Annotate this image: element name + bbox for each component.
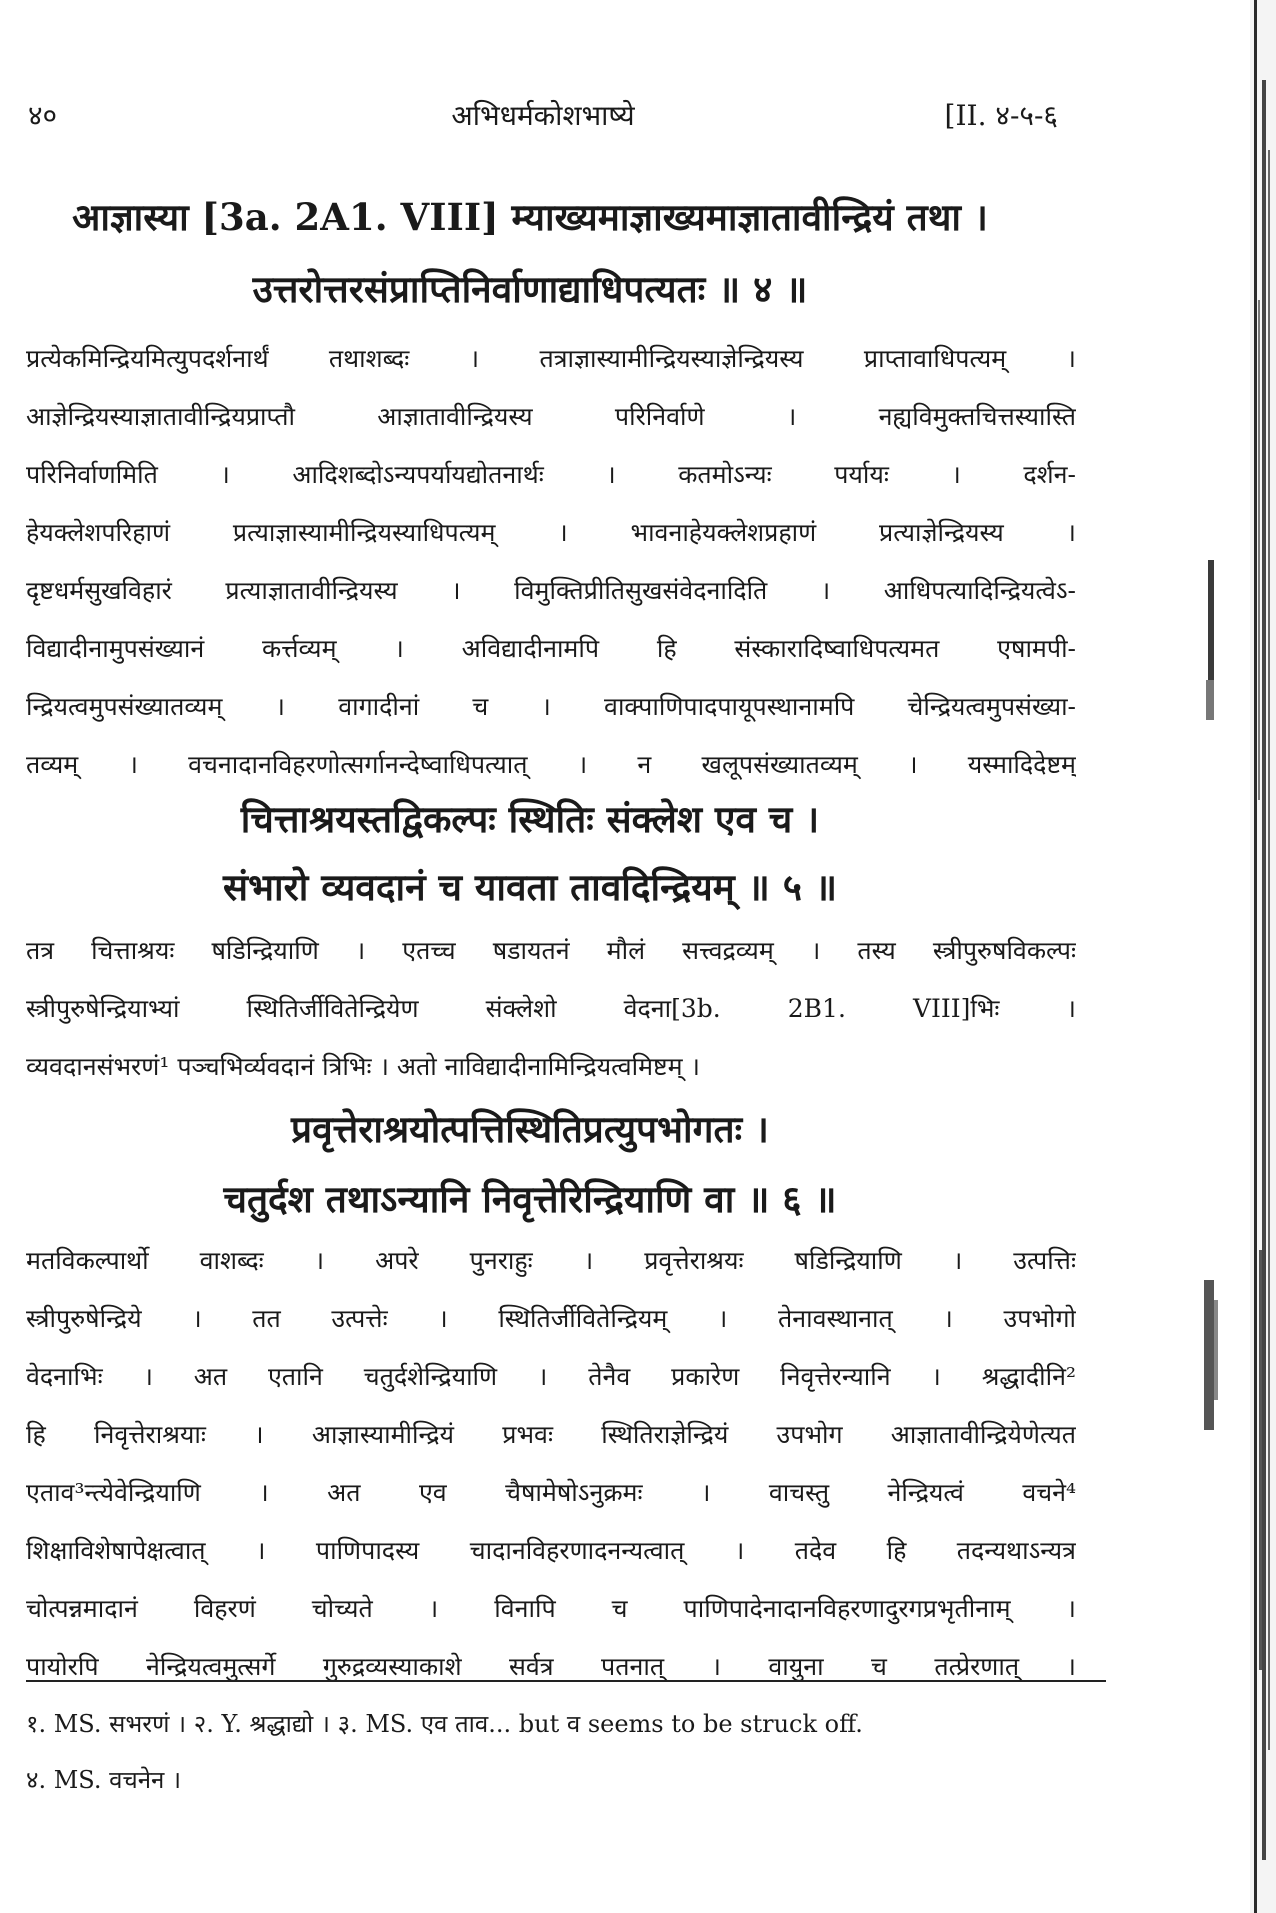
text-line: शिक्षाविशेषापेक्षत्वात् । पाणिपादस्य चादानविहरणादनन्यत्वात् । तदेव हि तदन्यथाऽन्यत्र <box>26 1536 1076 1565</box>
text-line: परिनिर्वाणमिति । आदिशब्दोऽन्यपर्यायद्योतनार्थः । कतमोऽन्यः पर्यायः । दर्शन- <box>26 460 1076 489</box>
text-line: एताव³न्त्येवेन्द्रियाणि । अत एव चैषामेषोऽनुक्रमः । वाचस्तु नेन्द्रियत्वं वचने⁴ <box>26 1478 1076 1507</box>
commentary-block-3 <box>26 1232 1076 1696</box>
verse-5-line-1: चित्ताश्रयस्तद्विकल्पः स्थितिः संक्लेश एव च । <box>240 797 820 841</box>
footnote-rule <box>26 1680 1106 1682</box>
verse-6-line-1: प्रवृत्तेराश्रयोत्पत्तिस्थितिप्रत्युपभोगतः । <box>291 1107 769 1151</box>
running-header <box>28 96 1058 146</box>
text-line: आज्ञेन्द्रियस्याज्ञातावीन्द्रियप्राप्तौ आज्ञातावीन्द्रियस्य परिनिर्वाणे । नह्यविमुक्तचित्तस्यास्ति <box>26 402 1076 431</box>
text-line: चोत्पन्नमादानं विहरणं चोच्यते । विनापि च पाणिपादेनादानविहरणादुरगप्रभृतीनाम् । <box>26 1594 1076 1623</box>
text-line: पायोरपि नेन्द्रियत्वमुत्सर्गे गुरुद्रव्यस्याकाशे सर्वत्र पतनात् । वायुना च तत्प्रेरणात् । <box>26 1652 1076 1681</box>
scan-speckle-lower <box>1200 1280 1222 1440</box>
text-line: स्त्रीपुरुषेन्द्रिये । तत उत्पत्तेः । स्थितिर्जीवितेन्द्रियम् । तेनावस्थानात् । उपभोगो <box>26 1304 1076 1333</box>
verse-4-line-1: आज्ञास्या [3a. 2A1. VIII] म्याख्यमाज्ञाख्यमाज्ञातावीन्द्रियं तथा । <box>72 195 988 239</box>
text-line: स्त्रीपुरुषेन्द्रियाभ्यां स्थितिर्जीवितेन्द्रियेण संक्लेशो वेदना[3b. 2B1. VIII]भिः । <box>26 994 1076 1023</box>
text-line: दृष्टधर्मसुखविहारं प्रत्याज्ञातावीन्द्रियस्य । विमुक्तिप्रीतिसुखसंवेदनादिति । आधिपत्यादिन्द्रियत्वेऽ- <box>26 576 1076 605</box>
footnote-line: ४. MS. वचनेन । <box>26 1766 182 1794</box>
commentary-block-2 <box>26 922 1076 1096</box>
scan-speckle-upper <box>1200 560 1222 740</box>
page-number: ४० <box>28 99 58 132</box>
text-line: तत्र चित्ताश्रयः षडिन्द्रियाणि । एतच्च षडायतनं मौलं सत्त्वद्रव्यम् । तस्य स्त्रीपुरुषविकल्पः <box>26 936 1076 965</box>
text-line: हेयक्लेशपरिहाणं प्रत्याज्ञास्यामीन्द्रियस्याधिपत्यम् । भावनाहेयक्लेशप्रहाणं प्रत्याज्ञेन्द्रियस्य । <box>26 518 1076 547</box>
running-title: अभिधर्मकोशभाष्ये <box>451 99 635 132</box>
verse-6-line-2: चतुर्दश तथाऽन्यानि निवृत्तेरिन्द्रियाणि वा ॥ ६ ॥ <box>223 1177 837 1221</box>
section-reference: [II. ४-५-६ <box>944 99 1058 132</box>
commentary-block-1 <box>26 330 1076 794</box>
text-line: मतविकल्पार्थो वाशब्दः । अपरे पुनराहुः । प्रवृत्तेराश्रयः षडिन्द्रियाणि । उत्पत्तिः <box>26 1246 1076 1275</box>
text-line: वेदनाभिः । अत एतानि चतुर्दशेन्द्रियाणि । तेनैव प्रकारेण निवृत्तेरन्यानि । श्रद्धादीनि² <box>26 1362 1076 1391</box>
text-line: हि निवृत्तेराश्रयाः । आज्ञास्यामीन्द्रियं प्रभवः स्थितिराज्ञेन्द्रियं उपभोग आज्ञातावीन्द्रियेणेत्यत <box>26 1420 1076 1449</box>
text-line: व्यवदानसंभरणं¹ पञ्चभिर्व्यवदानं त्रिभिः । अतो नाविद्यादीनामिन्द्रियत्वमिष्टम् । <box>26 1052 701 1081</box>
footnotes <box>26 1696 1106 1808</box>
verse-4-line-2: उत्तरोत्तरसंप्राप्तिनिर्वाणाद्याधिपत्यतः ॥ ४ ॥ <box>252 267 808 311</box>
text-line: तव्यम् । वचनादानविहरणोत्सर्गानन्देष्वाधिपत्यात् । न खलूपसंख्यातव्यम् । यस्मादिदेष्टम् <box>26 750 1076 779</box>
text-line: न्द्रियत्वमुपसंख्यातव्यम् । वागादीनां च । वाक्पाणिपादपायूपस्थानामपि चेन्द्रियत्वमुपसंख्या- <box>26 692 1076 721</box>
text-line: विद्यादीनामुपसंख्यानं कर्त्तव्यम् । अविद्यादीनामपि हि संस्कारादिष्वाधिपत्यमत एषामपी- <box>26 634 1076 663</box>
binding-edge <box>1232 0 1276 1913</box>
text-line: प्रत्येकमिन्द्रियमित्युपदर्शनार्थं तथाशब्दः । तत्राज्ञास्यामीन्द्रियस्याज्ञेन्द्रियस्य प्राप्तावाधिपत्यम् । <box>26 344 1076 373</box>
footnote-line: १. MS. सभरणं । २. Y. श्रद्धाद्यो । ३. MS. एव ताव... but व seems to be struck off. <box>26 1710 863 1738</box>
verse-5-line-2: संभारो व्यवदानं च यावता तावदिन्द्रियम् ॥ ५ ॥ <box>222 865 837 909</box>
